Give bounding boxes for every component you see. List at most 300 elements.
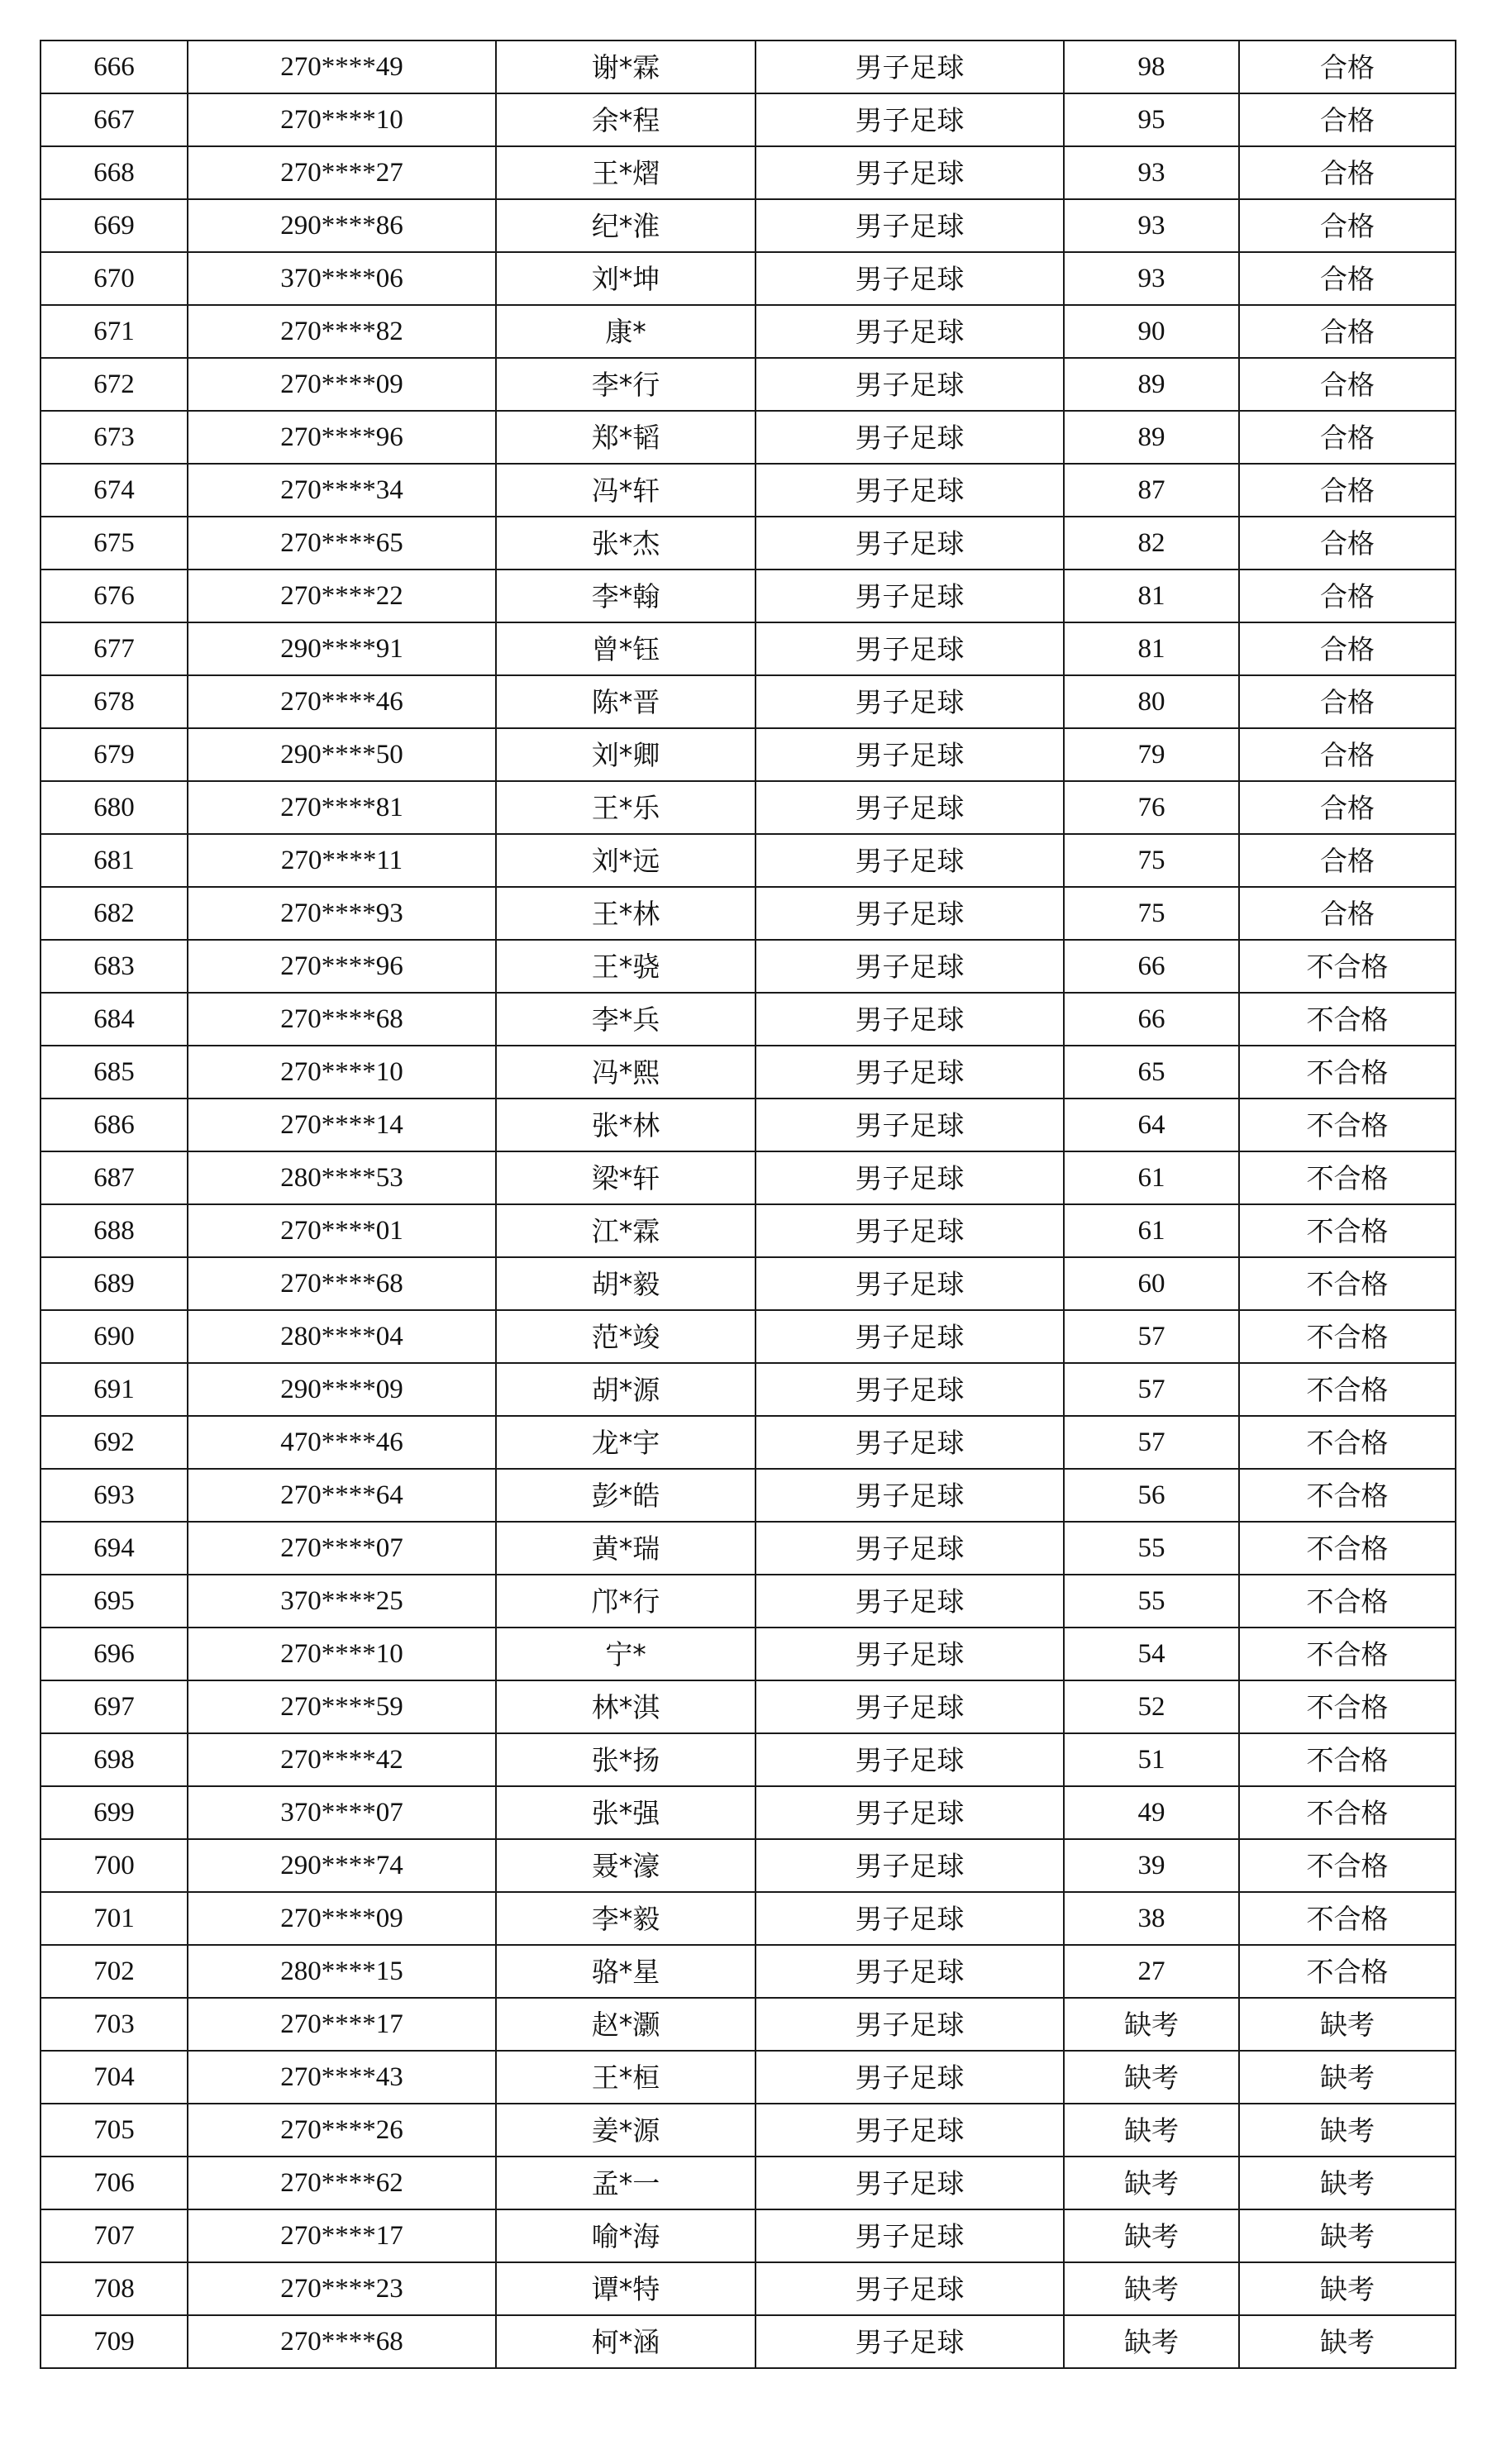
table-row xyxy=(41,2315,1456,2368)
event-cell: 男子足球 xyxy=(756,1628,1064,1680)
event-cell: 男子足球 xyxy=(756,1204,1064,1257)
candidate-name-cell: 余*程 xyxy=(496,93,756,146)
candidate-name-cell: 邝*行 xyxy=(496,1575,756,1628)
result-cell: 合格 xyxy=(1239,887,1456,940)
event-cell: 男子足球 xyxy=(756,2209,1064,2262)
score-cell: 81 xyxy=(1064,622,1239,675)
candidate-id-cell: 270****43 xyxy=(188,2051,496,2104)
candidate-name-cell: 谢*霖 xyxy=(496,41,756,93)
score-cell: 55 xyxy=(1064,1575,1239,1628)
table-row xyxy=(41,1469,1456,1522)
candidate-name-cell: 骆*星 xyxy=(496,1945,756,1998)
candidate-id-cell: 270****68 xyxy=(188,2315,496,2368)
row-number-cell: 693 xyxy=(41,1469,188,1522)
score-cell: 56 xyxy=(1064,1469,1239,1522)
table-row xyxy=(41,675,1456,728)
table-row xyxy=(41,199,1456,252)
candidate-name-cell: 王*乐 xyxy=(496,781,756,834)
score-cell: 89 xyxy=(1064,411,1239,464)
candidate-name-cell: 陈*晋 xyxy=(496,675,756,728)
row-number-cell: 681 xyxy=(41,834,188,887)
candidate-name-cell: 张*扬 xyxy=(496,1733,756,1786)
candidate-name-cell: 孟*一 xyxy=(496,2157,756,2209)
table-row xyxy=(41,1998,1456,2051)
score-cell: 66 xyxy=(1064,940,1239,993)
row-number-cell: 703 xyxy=(41,1998,188,2051)
event-cell: 男子足球 xyxy=(756,1310,1064,1363)
event-cell: 男子足球 xyxy=(756,93,1064,146)
candidate-name-cell: 胡*源 xyxy=(496,1363,756,1416)
score-cell: 87 xyxy=(1064,464,1239,517)
candidate-name-cell: 王*林 xyxy=(496,887,756,940)
table-row xyxy=(41,2209,1456,2262)
table-row xyxy=(41,2051,1456,2104)
row-number-cell: 690 xyxy=(41,1310,188,1363)
event-cell: 男子足球 xyxy=(756,887,1064,940)
table-row xyxy=(41,728,1456,781)
candidate-name-cell: 李*毅 xyxy=(496,1892,756,1945)
event-cell: 男子足球 xyxy=(756,1257,1064,1310)
candidate-name-cell: 张*强 xyxy=(496,1786,756,1839)
row-number-cell: 683 xyxy=(41,940,188,993)
row-number-cell: 707 xyxy=(41,2209,188,2262)
result-cell: 不合格 xyxy=(1239,1575,1456,1628)
candidate-id-cell: 270****81 xyxy=(188,781,496,834)
candidate-name-cell: 冯*轩 xyxy=(496,464,756,517)
candidate-id-cell: 270****64 xyxy=(188,1469,496,1522)
score-cell: 81 xyxy=(1064,570,1239,622)
result-cell: 不合格 xyxy=(1239,1469,1456,1522)
result-cell: 合格 xyxy=(1239,622,1456,675)
candidate-id-cell: 270****10 xyxy=(188,1046,496,1099)
candidate-name-cell: 王*骁 xyxy=(496,940,756,993)
row-number-cell: 691 xyxy=(41,1363,188,1416)
candidate-id-cell: 290****74 xyxy=(188,1839,496,1892)
result-cell: 不合格 xyxy=(1239,1680,1456,1733)
result-cell: 不合格 xyxy=(1239,993,1456,1046)
result-cell: 不合格 xyxy=(1239,1099,1456,1151)
table-row xyxy=(41,305,1456,358)
result-cell: 不合格 xyxy=(1239,1257,1456,1310)
candidate-id-cell: 290****91 xyxy=(188,622,496,675)
result-cell: 不合格 xyxy=(1239,1310,1456,1363)
candidate-name-cell: 彭*皓 xyxy=(496,1469,756,1522)
candidate-id-cell: 270****93 xyxy=(188,887,496,940)
row-number-cell: 673 xyxy=(41,411,188,464)
score-cell: 82 xyxy=(1064,517,1239,570)
result-cell: 缺考 xyxy=(1239,2051,1456,2104)
row-number-cell: 678 xyxy=(41,675,188,728)
table-row xyxy=(41,411,1456,464)
table-row xyxy=(41,41,1456,93)
event-cell: 男子足球 xyxy=(756,1998,1064,2051)
result-cell: 不合格 xyxy=(1239,1363,1456,1416)
candidate-id-cell: 270****22 xyxy=(188,570,496,622)
table-row xyxy=(41,1575,1456,1628)
result-cell: 合格 xyxy=(1239,728,1456,781)
candidate-id-cell: 270****14 xyxy=(188,1099,496,1151)
table-row xyxy=(41,622,1456,675)
candidate-id-cell: 280****53 xyxy=(188,1151,496,1204)
table-row xyxy=(41,1839,1456,1892)
event-cell: 男子足球 xyxy=(756,1786,1064,1839)
table-row xyxy=(41,1363,1456,1416)
candidate-id-cell: 270****17 xyxy=(188,1998,496,2051)
row-number-cell: 676 xyxy=(41,570,188,622)
event-cell: 男子足球 xyxy=(756,728,1064,781)
result-cell: 合格 xyxy=(1239,358,1456,411)
event-cell: 男子足球 xyxy=(756,993,1064,1046)
candidate-name-cell: 王*熠 xyxy=(496,146,756,199)
candidate-name-cell: 张*林 xyxy=(496,1099,756,1151)
event-cell: 男子足球 xyxy=(756,305,1064,358)
candidate-id-cell: 270****82 xyxy=(188,305,496,358)
event-cell: 男子足球 xyxy=(756,781,1064,834)
candidate-id-cell: 270****49 xyxy=(188,41,496,93)
candidate-name-cell: 冯*熙 xyxy=(496,1046,756,1099)
candidate-id-cell: 280****15 xyxy=(188,1945,496,1998)
candidate-name-cell: 黄*瑞 xyxy=(496,1522,756,1575)
candidate-name-cell: 纪*淮 xyxy=(496,199,756,252)
table-row xyxy=(41,570,1456,622)
candidate-name-cell: 宁* xyxy=(496,1628,756,1680)
candidate-name-cell: 胡*毅 xyxy=(496,1257,756,1310)
result-cell: 合格 xyxy=(1239,93,1456,146)
result-cell: 缺考 xyxy=(1239,2209,1456,2262)
table-row xyxy=(41,1733,1456,1786)
table-row xyxy=(41,781,1456,834)
candidate-id-cell: 270****23 xyxy=(188,2262,496,2315)
table-row xyxy=(41,1046,1456,1099)
row-number-cell: 698 xyxy=(41,1733,188,1786)
candidate-id-cell: 270****11 xyxy=(188,834,496,887)
event-cell: 男子足球 xyxy=(756,1469,1064,1522)
row-number-cell: 699 xyxy=(41,1786,188,1839)
result-cell: 合格 xyxy=(1239,252,1456,305)
row-number-cell: 669 xyxy=(41,199,188,252)
event-cell: 男子足球 xyxy=(756,146,1064,199)
candidate-name-cell: 李*翰 xyxy=(496,570,756,622)
candidate-name-cell: 赵*灏 xyxy=(496,1998,756,2051)
result-cell: 不合格 xyxy=(1239,1416,1456,1469)
score-cell: 93 xyxy=(1064,252,1239,305)
candidate-name-cell: 张*杰 xyxy=(496,517,756,570)
event-cell: 男子足球 xyxy=(756,940,1064,993)
row-number-cell: 675 xyxy=(41,517,188,570)
score-cell: 60 xyxy=(1064,1257,1239,1310)
result-cell: 合格 xyxy=(1239,464,1456,517)
event-cell: 男子足球 xyxy=(756,1945,1064,1998)
table-row xyxy=(41,1892,1456,1945)
event-cell: 男子足球 xyxy=(756,1839,1064,1892)
score-cell: 39 xyxy=(1064,1839,1239,1892)
candidate-name-cell: 江*霖 xyxy=(496,1204,756,1257)
score-cell: 75 xyxy=(1064,887,1239,940)
row-number-cell: 685 xyxy=(41,1046,188,1099)
row-number-cell: 701 xyxy=(41,1892,188,1945)
table-row xyxy=(41,517,1456,570)
table-row xyxy=(41,1204,1456,1257)
score-cell: 缺考 xyxy=(1064,2157,1239,2209)
event-cell: 男子足球 xyxy=(756,1575,1064,1628)
candidate-id-cell: 270****62 xyxy=(188,2157,496,2209)
table-row xyxy=(41,93,1456,146)
candidate-name-cell: 刘*远 xyxy=(496,834,756,887)
score-cell: 38 xyxy=(1064,1892,1239,1945)
candidate-name-cell: 林*淇 xyxy=(496,1680,756,1733)
candidate-id-cell: 370****25 xyxy=(188,1575,496,1628)
candidate-id-cell: 270****17 xyxy=(188,2209,496,2262)
candidate-name-cell: 聂*濠 xyxy=(496,1839,756,1892)
event-cell: 男子足球 xyxy=(756,2262,1064,2315)
result-cell: 不合格 xyxy=(1239,940,1456,993)
event-cell: 男子足球 xyxy=(756,252,1064,305)
score-cell: 90 xyxy=(1064,305,1239,358)
table-row xyxy=(41,2157,1456,2209)
score-cell: 52 xyxy=(1064,1680,1239,1733)
table-row xyxy=(41,358,1456,411)
row-number-cell: 702 xyxy=(41,1945,188,1998)
result-cell: 合格 xyxy=(1239,41,1456,93)
row-number-cell: 682 xyxy=(41,887,188,940)
event-cell: 男子足球 xyxy=(756,1892,1064,1945)
event-cell: 男子足球 xyxy=(756,2051,1064,2104)
table-row xyxy=(41,1786,1456,1839)
score-cell: 66 xyxy=(1064,993,1239,1046)
candidate-name-cell: 龙*宇 xyxy=(496,1416,756,1469)
row-number-cell: 705 xyxy=(41,2104,188,2157)
table-row xyxy=(41,834,1456,887)
score-cell: 缺考 xyxy=(1064,2051,1239,2104)
candidate-id-cell: 270****96 xyxy=(188,940,496,993)
table-row xyxy=(41,1310,1456,1363)
candidate-id-cell: 280****04 xyxy=(188,1310,496,1363)
candidate-id-cell: 270****59 xyxy=(188,1680,496,1733)
row-number-cell: 680 xyxy=(41,781,188,834)
result-cell: 不合格 xyxy=(1239,1151,1456,1204)
table-row xyxy=(41,1945,1456,1998)
table-row xyxy=(41,1257,1456,1310)
score-cell: 75 xyxy=(1064,834,1239,887)
result-cell: 合格 xyxy=(1239,570,1456,622)
result-cell: 不合格 xyxy=(1239,1522,1456,1575)
score-cell: 64 xyxy=(1064,1099,1239,1151)
row-number-cell: 689 xyxy=(41,1257,188,1310)
candidate-name-cell: 康* xyxy=(496,305,756,358)
candidate-id-cell: 290****50 xyxy=(188,728,496,781)
table-row xyxy=(41,464,1456,517)
candidate-name-cell: 姜*源 xyxy=(496,2104,756,2157)
score-cell: 54 xyxy=(1064,1628,1239,1680)
score-cell: 缺考 xyxy=(1064,2209,1239,2262)
results-table xyxy=(40,40,1456,2369)
row-number-cell: 692 xyxy=(41,1416,188,1469)
row-number-cell: 687 xyxy=(41,1151,188,1204)
table-row xyxy=(41,146,1456,199)
event-cell: 男子足球 xyxy=(756,1416,1064,1469)
table-row xyxy=(41,887,1456,940)
score-cell: 76 xyxy=(1064,781,1239,834)
candidate-id-cell: 270****26 xyxy=(188,2104,496,2157)
result-cell: 不合格 xyxy=(1239,1786,1456,1839)
row-number-cell: 667 xyxy=(41,93,188,146)
score-cell: 57 xyxy=(1064,1310,1239,1363)
candidate-name-cell: 李*行 xyxy=(496,358,756,411)
table-row xyxy=(41,1099,1456,1151)
row-number-cell: 697 xyxy=(41,1680,188,1733)
score-cell: 61 xyxy=(1064,1151,1239,1204)
row-number-cell: 668 xyxy=(41,146,188,199)
score-cell: 98 xyxy=(1064,41,1239,93)
score-cell: 93 xyxy=(1064,146,1239,199)
candidate-name-cell: 谭*特 xyxy=(496,2262,756,2315)
score-cell: 79 xyxy=(1064,728,1239,781)
result-cell: 缺考 xyxy=(1239,2262,1456,2315)
result-cell: 合格 xyxy=(1239,834,1456,887)
event-cell: 男子足球 xyxy=(756,358,1064,411)
score-cell: 缺考 xyxy=(1064,2315,1239,2368)
score-cell: 80 xyxy=(1064,675,1239,728)
score-cell: 27 xyxy=(1064,1945,1239,1998)
result-cell: 不合格 xyxy=(1239,1839,1456,1892)
candidate-id-cell: 270****65 xyxy=(188,517,496,570)
candidate-id-cell: 270****34 xyxy=(188,464,496,517)
candidate-id-cell: 290****86 xyxy=(188,199,496,252)
table-row xyxy=(41,940,1456,993)
table-row xyxy=(41,1151,1456,1204)
event-cell: 男子足球 xyxy=(756,41,1064,93)
result-cell: 合格 xyxy=(1239,305,1456,358)
row-number-cell: 709 xyxy=(41,2315,188,2368)
row-number-cell: 688 xyxy=(41,1204,188,1257)
score-cell: 93 xyxy=(1064,199,1239,252)
candidate-id-cell: 270****10 xyxy=(188,1628,496,1680)
table-row xyxy=(41,1416,1456,1469)
table-row xyxy=(41,1628,1456,1680)
row-number-cell: 696 xyxy=(41,1628,188,1680)
candidate-id-cell: 270****07 xyxy=(188,1522,496,1575)
score-cell: 51 xyxy=(1064,1733,1239,1786)
row-number-cell: 686 xyxy=(41,1099,188,1151)
candidate-name-cell: 李*兵 xyxy=(496,993,756,1046)
score-cell: 89 xyxy=(1064,358,1239,411)
event-cell: 男子足球 xyxy=(756,1733,1064,1786)
event-cell: 男子足球 xyxy=(756,199,1064,252)
row-number-cell: 684 xyxy=(41,993,188,1046)
event-cell: 男子足球 xyxy=(756,1680,1064,1733)
result-cell: 缺考 xyxy=(1239,2315,1456,2368)
result-cell: 合格 xyxy=(1239,199,1456,252)
candidate-id-cell: 270****01 xyxy=(188,1204,496,1257)
result-cell: 合格 xyxy=(1239,675,1456,728)
row-number-cell: 666 xyxy=(41,41,188,93)
score-cell: 61 xyxy=(1064,1204,1239,1257)
score-cell: 缺考 xyxy=(1064,2104,1239,2157)
row-number-cell: 694 xyxy=(41,1522,188,1575)
event-cell: 男子足球 xyxy=(756,464,1064,517)
candidate-name-cell: 郑*韬 xyxy=(496,411,756,464)
candidate-name-cell: 刘*卿 xyxy=(496,728,756,781)
event-cell: 男子足球 xyxy=(756,1522,1064,1575)
score-cell: 65 xyxy=(1064,1046,1239,1099)
result-cell: 合格 xyxy=(1239,517,1456,570)
result-cell: 不合格 xyxy=(1239,1628,1456,1680)
result-cell: 不合格 xyxy=(1239,1892,1456,1945)
score-cell: 55 xyxy=(1064,1522,1239,1575)
event-cell: 男子足球 xyxy=(756,1046,1064,1099)
table-row xyxy=(41,2262,1456,2315)
candidate-id-cell: 270****10 xyxy=(188,93,496,146)
candidate-name-cell: 梁*轩 xyxy=(496,1151,756,1204)
result-cell: 合格 xyxy=(1239,781,1456,834)
candidate-id-cell: 270****68 xyxy=(188,1257,496,1310)
results-table-body xyxy=(41,41,1456,2368)
event-cell: 男子足球 xyxy=(756,1099,1064,1151)
table-row xyxy=(41,1522,1456,1575)
result-cell: 不合格 xyxy=(1239,1046,1456,1099)
candidate-id-cell: 270****09 xyxy=(188,1892,496,1945)
event-cell: 男子足球 xyxy=(756,1363,1064,1416)
candidate-id-cell: 270****09 xyxy=(188,358,496,411)
event-cell: 男子足球 xyxy=(756,570,1064,622)
candidate-name-cell: 范*竣 xyxy=(496,1310,756,1363)
row-number-cell: 674 xyxy=(41,464,188,517)
candidate-name-cell: 王*桓 xyxy=(496,2051,756,2104)
row-number-cell: 670 xyxy=(41,252,188,305)
candidate-name-cell: 曾*钰 xyxy=(496,622,756,675)
candidate-id-cell: 270****96 xyxy=(188,411,496,464)
row-number-cell: 700 xyxy=(41,1839,188,1892)
candidate-id-cell: 470****46 xyxy=(188,1416,496,1469)
candidate-id-cell: 270****42 xyxy=(188,1733,496,1786)
event-cell: 男子足球 xyxy=(756,2104,1064,2157)
event-cell: 男子足球 xyxy=(756,517,1064,570)
event-cell: 男子足球 xyxy=(756,834,1064,887)
event-cell: 男子足球 xyxy=(756,622,1064,675)
row-number-cell: 695 xyxy=(41,1575,188,1628)
score-cell: 缺考 xyxy=(1064,1998,1239,2051)
candidate-id-cell: 270****68 xyxy=(188,993,496,1046)
result-cell: 缺考 xyxy=(1239,2104,1456,2157)
candidate-name-cell: 刘*坤 xyxy=(496,252,756,305)
table-row xyxy=(41,993,1456,1046)
table-row xyxy=(41,2104,1456,2157)
result-cell: 缺考 xyxy=(1239,2157,1456,2209)
event-cell: 男子足球 xyxy=(756,411,1064,464)
result-cell: 合格 xyxy=(1239,146,1456,199)
result-cell: 不合格 xyxy=(1239,1204,1456,1257)
candidate-id-cell: 270****46 xyxy=(188,675,496,728)
table-row xyxy=(41,1680,1456,1733)
row-number-cell: 672 xyxy=(41,358,188,411)
candidate-name-cell: 柯*涵 xyxy=(496,2315,756,2368)
result-cell: 不合格 xyxy=(1239,1733,1456,1786)
row-number-cell: 704 xyxy=(41,2051,188,2104)
table-row xyxy=(41,252,1456,305)
event-cell: 男子足球 xyxy=(756,2157,1064,2209)
event-cell: 男子足球 xyxy=(756,675,1064,728)
candidate-id-cell: 270****27 xyxy=(188,146,496,199)
score-cell: 95 xyxy=(1064,93,1239,146)
event-cell: 男子足球 xyxy=(756,2315,1064,2368)
result-cell: 缺考 xyxy=(1239,1998,1456,2051)
row-number-cell: 708 xyxy=(41,2262,188,2315)
score-cell: 57 xyxy=(1064,1416,1239,1469)
candidate-name-cell: 喻*海 xyxy=(496,2209,756,2262)
row-number-cell: 671 xyxy=(41,305,188,358)
candidate-id-cell: 370****06 xyxy=(188,252,496,305)
candidate-id-cell: 290****09 xyxy=(188,1363,496,1416)
